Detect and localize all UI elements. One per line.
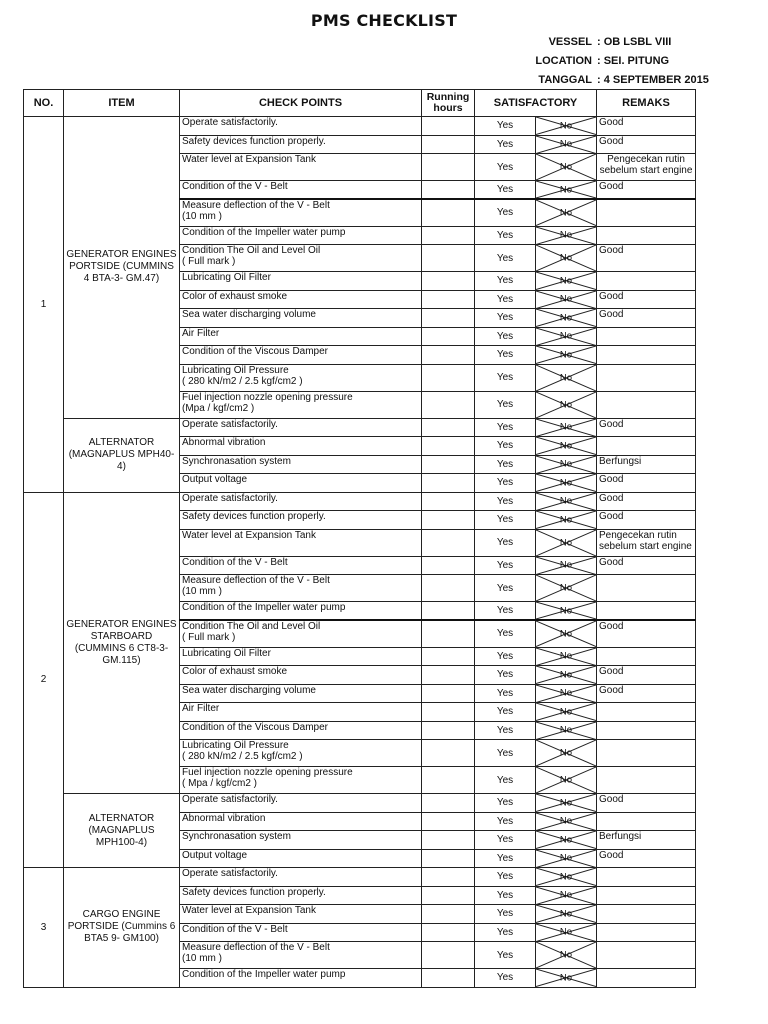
no-label: No <box>559 815 573 827</box>
running-hours-cell <box>422 346 475 365</box>
no-label: No <box>559 495 573 507</box>
satisfactory-yes: Yes <box>475 767 536 794</box>
satisfactory-yes: Yes <box>475 942 536 969</box>
satisfactory-yes: Yes <box>475 226 536 245</box>
no-label: No <box>559 293 573 305</box>
satisfactory-yes: Yes <box>475 831 536 850</box>
satisfactory-no-crossed <box>536 327 597 346</box>
running-hours-cell <box>422 740 475 767</box>
meta-value: : 4 SEPTEMBER 2015 <box>597 74 709 86</box>
remark: Good <box>597 290 696 309</box>
check-point: Color of exhaust smoke <box>180 290 422 309</box>
satisfactory-no-crossed <box>536 905 597 924</box>
no-label: No <box>559 797 573 809</box>
satisfactory-yes: Yes <box>475 511 536 530</box>
item-name: CARGO ENGINE PORTSIDE (Cummins 6 BTA5 9- GM100) <box>64 868 180 988</box>
remark: Berfungsi <box>597 831 696 850</box>
check-point: Safety devices function properly. <box>180 135 422 154</box>
table-header-row <box>24 90 696 117</box>
header-remarks: REMAKS <box>597 90 696 117</box>
satisfactory-no-crossed <box>536 969 597 988</box>
no-label: No <box>559 514 573 526</box>
satisfactory-no-crossed <box>536 245 597 272</box>
running-hours-cell <box>422 721 475 740</box>
running-hours-cell <box>422 226 475 245</box>
remark: Good <box>597 684 696 703</box>
remark: Good <box>597 309 696 328</box>
running-hours-cell <box>422 437 475 456</box>
satisfactory-no-crossed <box>536 199 597 226</box>
check-point: Safety devices function properly. <box>180 511 422 530</box>
satisfactory-yes: Yes <box>475 455 536 474</box>
no-label: No <box>559 834 573 846</box>
header-running-hours: Running hours <box>422 90 475 117</box>
remark <box>597 575 696 602</box>
no-label: No <box>559 458 573 470</box>
satisfactory-no-crossed <box>536 364 597 391</box>
satisfactory-no-crossed <box>536 794 597 813</box>
satisfactory-yes: Yes <box>475 794 536 813</box>
remark: Good <box>597 620 696 647</box>
check-point: Measure deflection of the V - Belt (10 mm ) <box>180 942 422 969</box>
check-point: Synchronasation system <box>180 831 422 850</box>
running-hours-cell <box>422 602 475 621</box>
satisfactory-yes: Yes <box>475 309 536 328</box>
check-point: Safety devices function properly. <box>180 886 422 905</box>
running-hours-cell <box>422 684 475 703</box>
no-label: No <box>559 275 573 287</box>
running-hours-cell <box>422 942 475 969</box>
running-hours-cell <box>422 923 475 942</box>
remark <box>597 942 696 969</box>
no-label: No <box>559 207 573 219</box>
running-hours-cell <box>422 154 475 181</box>
check-point: Sea water discharging volume <box>180 684 422 703</box>
remark <box>597 721 696 740</box>
running-hours-cell <box>422 794 475 813</box>
remark: Good <box>597 511 696 530</box>
satisfactory-yes: Yes <box>475 886 536 905</box>
check-point: Condition of the Impeller water pump <box>180 226 422 245</box>
satisfactory-no-crossed <box>536 602 597 621</box>
running-hours-cell <box>422 117 475 136</box>
running-hours-cell <box>422 767 475 794</box>
running-hours-cell <box>422 620 475 647</box>
remark: Berfungsi <box>597 455 696 474</box>
running-hours-cell <box>422 831 475 850</box>
satisfactory-yes: Yes <box>475 290 536 309</box>
running-hours-cell <box>422 135 475 154</box>
no-label: No <box>559 440 573 452</box>
satisfactory-no-crossed <box>536 529 597 556</box>
satisfactory-no-crossed <box>536 703 597 722</box>
check-point: Abnormal vibration <box>180 437 422 456</box>
no-label: No <box>559 349 573 361</box>
header-item: ITEM <box>64 90 180 117</box>
section-number: 3 <box>24 868 64 988</box>
meta-value: : OB LSBL VIII <box>597 36 672 48</box>
no-label: No <box>559 372 573 383</box>
no-label: No <box>559 582 573 594</box>
remark <box>597 886 696 905</box>
no-label: No <box>559 949 573 961</box>
satisfactory-yes: Yes <box>475 666 536 685</box>
remark <box>597 391 696 418</box>
item-name: GENERATOR ENGINES PORTSIDE (CUMMINS 4 BTA-3- GM.47) <box>64 117 180 419</box>
satisfactory-no-crossed <box>536 620 597 647</box>
page-title: PMS CHECKLIST <box>310 11 458 30</box>
satisfactory-yes: Yes <box>475 620 536 647</box>
satisfactory-no-crossed <box>536 455 597 474</box>
satisfactory-no-crossed <box>536 181 597 200</box>
satisfactory-no-crossed <box>536 849 597 868</box>
satisfactory-yes: Yes <box>475 391 536 418</box>
no-label: No <box>559 774 573 786</box>
satisfactory-yes: Yes <box>475 684 536 703</box>
remark: Good <box>597 135 696 154</box>
remark: Good <box>597 181 696 200</box>
check-point: Water level at Expansion Tank <box>180 905 422 924</box>
no-label: No <box>559 537 573 548</box>
running-hours-cell <box>422 647 475 666</box>
running-hours-cell <box>422 575 475 602</box>
table-row <box>24 117 696 136</box>
running-hours-cell <box>422 905 475 924</box>
satisfactory-no-crossed <box>536 272 597 291</box>
satisfactory-no-crossed <box>536 346 597 365</box>
satisfactory-no-crossed <box>536 666 597 685</box>
remark <box>597 703 696 722</box>
satisfactory-yes: Yes <box>475 703 536 722</box>
meta-label: VESSEL <box>548 36 592 48</box>
remark <box>597 767 696 794</box>
running-hours-cell <box>422 868 475 887</box>
satisfactory-yes: Yes <box>475 923 536 942</box>
satisfactory-yes: Yes <box>475 327 536 346</box>
check-point: Operate satisfactorily. <box>180 492 422 511</box>
no-label: No <box>559 161 573 173</box>
no-label: No <box>559 747 573 759</box>
check-point: Condition of the Viscous Damper <box>180 721 422 740</box>
running-hours-cell <box>422 969 475 988</box>
satisfactory-yes: Yes <box>475 346 536 365</box>
satisfactory-yes: Yes <box>475 364 536 391</box>
check-point: Operate satisfactorily. <box>180 868 422 887</box>
remark <box>597 969 696 988</box>
satisfactory-no-crossed <box>536 290 597 309</box>
no-label: No <box>559 687 573 699</box>
satisfactory-no-crossed <box>536 868 597 887</box>
running-hours-cell <box>422 181 475 200</box>
remark <box>597 272 696 291</box>
running-hours-cell <box>422 327 475 346</box>
satisfactory-yes: Yes <box>475 154 536 181</box>
remark: Good <box>597 117 696 136</box>
check-point: Lubricating Oil Filter <box>180 272 422 291</box>
check-point: Condition of the Impeller water pump <box>180 602 422 621</box>
running-hours-cell <box>422 290 475 309</box>
no-label: No <box>559 628 573 640</box>
running-hours-cell <box>422 418 475 437</box>
no-label: No <box>559 889 573 901</box>
remark <box>597 327 696 346</box>
table-row <box>24 794 696 813</box>
running-hours-cell <box>422 492 475 511</box>
satisfactory-no-crossed <box>536 309 597 328</box>
running-hours-cell <box>422 886 475 905</box>
no-label: No <box>559 908 573 920</box>
running-hours-cell <box>422 511 475 530</box>
satisfactory-yes: Yes <box>475 740 536 767</box>
no-label: No <box>559 477 573 489</box>
satisfactory-no-crossed <box>536 391 597 418</box>
check-point: Lubricating Oil Pressure ( 280 kN/m2 / 2.5 kgf/cm2 ) <box>180 740 422 767</box>
check-point: Condition of the Viscous Damper <box>180 346 422 365</box>
satisfactory-yes: Yes <box>475 474 536 493</box>
no-label: No <box>559 852 573 864</box>
check-point: Lubricating Oil Pressure ( 280 kN/m2 / 2.5 kgf/cm2 ) <box>180 364 422 391</box>
running-hours-cell <box>422 666 475 685</box>
item-name: GENERATOR ENGINES STARBOARD (CUMMINS 6 CT8-3-GM.115) <box>64 492 180 794</box>
running-hours-cell <box>422 849 475 868</box>
no-label: No <box>559 138 573 150</box>
satisfactory-no-crossed <box>536 767 597 794</box>
header-satisfactory: SATISFACTORY <box>475 90 597 117</box>
remark: Good <box>597 474 696 493</box>
no-label: No <box>559 184 573 195</box>
running-hours-cell <box>422 272 475 291</box>
table-row <box>24 868 696 887</box>
satisfactory-no-crossed <box>536 831 597 850</box>
satisfactory-yes: Yes <box>475 437 536 456</box>
satisfactory-no-crossed <box>536 226 597 245</box>
check-point: Color of exhaust smoke <box>180 666 422 685</box>
satisfactory-no-crossed <box>536 721 597 740</box>
no-label: No <box>559 669 573 681</box>
satisfactory-no-crossed <box>536 418 597 437</box>
check-point: Condition of the V - Belt <box>180 556 422 575</box>
satisfactory-yes: Yes <box>475 181 536 200</box>
remark: Good <box>597 556 696 575</box>
remark: Good <box>597 245 696 272</box>
remark: Good <box>597 794 696 813</box>
remark: Good <box>597 849 696 868</box>
no-label: No <box>559 724 573 736</box>
no-label: No <box>559 972 573 984</box>
satisfactory-no-crossed <box>536 942 597 969</box>
remark <box>597 740 696 767</box>
satisfactory-no-crossed <box>536 474 597 493</box>
satisfactory-no-crossed <box>536 812 597 831</box>
remark <box>597 437 696 456</box>
remark <box>597 812 696 831</box>
check-point: Sea water discharging volume <box>180 309 422 328</box>
satisfactory-no-crossed <box>536 556 597 575</box>
no-label: No <box>559 605 573 616</box>
satisfactory-no-crossed <box>536 154 597 181</box>
satisfactory-yes: Yes <box>475 418 536 437</box>
running-hours-cell <box>422 703 475 722</box>
remark <box>597 905 696 924</box>
satisfactory-yes: Yes <box>475 245 536 272</box>
check-point: Fuel injection nozzle opening pressure ( Mpa / kgf/cm2 ) <box>180 767 422 794</box>
running-hours-cell <box>422 474 475 493</box>
satisfactory-yes: Yes <box>475 721 536 740</box>
section-number: 1 <box>24 117 64 493</box>
check-point: Condition The Oil and Level Oil ( Full mark ) <box>180 620 422 647</box>
satisfactory-no-crossed <box>536 437 597 456</box>
running-hours-cell <box>422 364 475 391</box>
no-label: No <box>559 229 573 241</box>
satisfactory-no-crossed <box>536 117 597 136</box>
remark: Good <box>597 418 696 437</box>
check-point: Measure deflection of the V - Belt (10 mm ) <box>180 199 422 226</box>
satisfactory-no-crossed <box>536 886 597 905</box>
satisfactory-yes: Yes <box>475 602 536 621</box>
check-point: Condition of the V - Belt <box>180 181 422 200</box>
check-point: Operate satisfactorily. <box>180 418 422 437</box>
satisfactory-no-crossed <box>536 647 597 666</box>
satisfactory-yes: Yes <box>475 529 536 556</box>
remark <box>597 602 696 621</box>
remark: Pengecekan rutin sebelum start engine <box>597 529 696 556</box>
satisfactory-no-crossed <box>536 923 597 942</box>
meta-label: LOCATION <box>535 55 592 67</box>
check-point: Abnormal vibration <box>180 812 422 831</box>
no-label: No <box>559 330 573 342</box>
satisfactory-yes: Yes <box>475 812 536 831</box>
check-point: Condition The Oil and Level Oil ( Full mark ) <box>180 245 422 272</box>
satisfactory-yes: Yes <box>475 868 536 887</box>
header-check-points: CHECK POINTS <box>180 90 422 117</box>
remark <box>597 868 696 887</box>
item-name: ALTERNATOR (MAGNAPLUS MPH100-4) <box>64 794 180 868</box>
running-hours-cell <box>422 812 475 831</box>
meta-value: : SEI. PITUNG <box>597 55 670 67</box>
satisfactory-no-crossed <box>536 740 597 767</box>
running-hours-cell <box>422 245 475 272</box>
running-hours-cell <box>422 455 475 474</box>
no-label: No <box>559 706 573 718</box>
satisfactory-yes: Yes <box>475 556 536 575</box>
satisfactory-no-crossed <box>536 511 597 530</box>
satisfactory-no-crossed <box>536 575 597 602</box>
check-point: Water level at Expansion Tank <box>180 529 422 556</box>
satisfactory-yes: Yes <box>475 905 536 924</box>
section-number: 2 <box>24 492 64 868</box>
check-point: Water level at Expansion Tank <box>180 154 422 181</box>
check-point: Air Filter <box>180 703 422 722</box>
satisfactory-no-crossed <box>536 684 597 703</box>
no-label: No <box>559 650 573 662</box>
satisfactory-yes: Yes <box>475 575 536 602</box>
header-no: NO. <box>24 90 64 117</box>
no-label: No <box>559 559 573 571</box>
check-point: Condition of the Impeller water pump <box>180 969 422 988</box>
no-label: No <box>559 871 573 883</box>
check-point: Measure deflection of the V - Belt (10 mm ) <box>180 575 422 602</box>
remark: Good <box>597 666 696 685</box>
check-point: Operate satisfactorily. <box>180 794 422 813</box>
checklist-table <box>23 89 696 988</box>
meta-label: TANGGAL <box>538 74 592 86</box>
no-label: No <box>559 399 573 410</box>
item-name: ALTERNATOR (MAGNAPLUS MPH40-4) <box>64 418 180 492</box>
no-label: No <box>559 421 573 433</box>
running-hours-cell <box>422 391 475 418</box>
satisfactory-yes: Yes <box>475 272 536 291</box>
check-point: Synchronasation system <box>180 455 422 474</box>
remark: Pengecekan rutin sebelum start engine <box>597 154 696 181</box>
remark <box>597 923 696 942</box>
satisfactory-yes: Yes <box>475 647 536 666</box>
no-label: No <box>559 252 573 264</box>
check-point: Lubricating Oil Filter <box>180 647 422 666</box>
remark <box>597 647 696 666</box>
satisfactory-yes: Yes <box>475 969 536 988</box>
no-label: No <box>559 312 573 324</box>
no-label: No <box>559 120 573 132</box>
check-point: Air Filter <box>180 327 422 346</box>
running-hours-cell <box>422 309 475 328</box>
table-row <box>24 492 696 511</box>
remark <box>597 346 696 365</box>
check-point: Output voltage <box>180 849 422 868</box>
no-label: No <box>559 926 573 938</box>
satisfactory-yes: Yes <box>475 117 536 136</box>
check-point: Operate satisfactorily. <box>180 117 422 136</box>
remark <box>597 226 696 245</box>
satisfactory-yes: Yes <box>475 199 536 226</box>
remark <box>597 199 696 226</box>
satisfactory-yes: Yes <box>475 135 536 154</box>
table-row <box>24 418 696 437</box>
running-hours-cell <box>422 529 475 556</box>
satisfactory-no-crossed <box>536 135 597 154</box>
satisfactory-yes: Yes <box>475 849 536 868</box>
check-point: Fuel injection nozzle opening pressure (Mpa / kgf/cm2 ) <box>180 391 422 418</box>
check-point: Output voltage <box>180 474 422 493</box>
satisfactory-no-crossed <box>536 492 597 511</box>
remark: Good <box>597 492 696 511</box>
running-hours-cell <box>422 556 475 575</box>
check-point: Condition of the V - Belt <box>180 923 422 942</box>
remark <box>597 364 696 391</box>
running-hours-cell <box>422 199 475 226</box>
satisfactory-yes: Yes <box>475 492 536 511</box>
